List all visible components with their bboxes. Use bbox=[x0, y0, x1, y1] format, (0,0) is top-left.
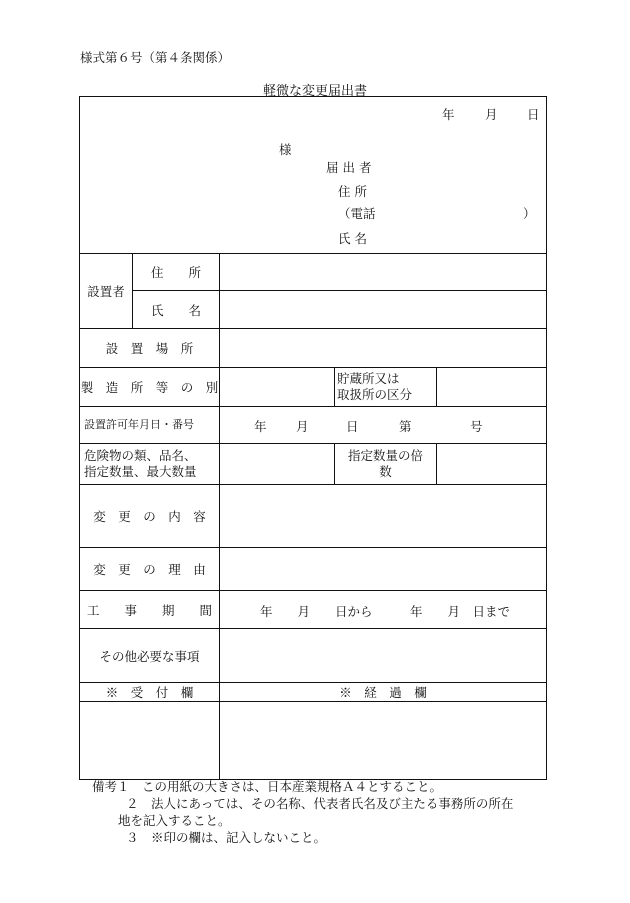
notifier-label: 届 出 者 bbox=[326, 160, 372, 175]
facility-class-label-line2: 取扱所の区分 bbox=[337, 387, 413, 402]
quantity-multiple-line1: 指定数量の倍 bbox=[347, 448, 423, 463]
permit-number-suffix: 号 bbox=[470, 419, 483, 434]
facility-type-label: 製 造 所 等 の 別 bbox=[80, 368, 220, 407]
change-content-field[interactable] bbox=[220, 485, 547, 548]
quantity-multiple-label bbox=[335, 444, 437, 485]
date-day: 日 bbox=[527, 107, 540, 122]
work-period-label: 工 事 期 間 bbox=[80, 591, 220, 629]
reception-header: ※ 受 付 欄 bbox=[80, 683, 220, 702]
permit-field[interactable] bbox=[220, 407, 547, 444]
facility-type-field[interactable] bbox=[220, 368, 335, 407]
permit-label: 設置許可年月日・番号 bbox=[80, 407, 220, 444]
other-matters-label: その他必要な事項 bbox=[80, 629, 220, 683]
form-number-label: 様式第６号（第４条関係） bbox=[80, 50, 231, 65]
remark-2: ２ 法人にあっては、その名称、代表者氏名及び主たる事務所の所在 bbox=[126, 796, 514, 811]
permit-month: 月 bbox=[296, 419, 309, 434]
phone-label: （電話 bbox=[338, 206, 376, 221]
notification-header bbox=[80, 97, 547, 254]
change-reason-field[interactable] bbox=[220, 548, 547, 591]
hazard-field[interactable] bbox=[220, 444, 335, 485]
quantity-multiple-line2: 数 bbox=[379, 464, 392, 479]
permit-number-prefix: 第 bbox=[399, 419, 412, 434]
hazard-label bbox=[80, 444, 220, 485]
change-content-label: 変 更 の 内 容 bbox=[80, 485, 220, 548]
reception-field bbox=[80, 702, 220, 780]
other-matters-field[interactable] bbox=[220, 629, 547, 683]
period-start: 年 月 日から bbox=[260, 603, 373, 619]
location-field[interactable] bbox=[220, 329, 547, 368]
remarks bbox=[92, 778, 513, 846]
remark-2-continued: 地を記入すること。 bbox=[118, 813, 231, 828]
date-month: 月 bbox=[485, 107, 498, 122]
permit-day: 日 bbox=[346, 419, 359, 434]
progress-header: ※ 経 過 欄 bbox=[220, 683, 547, 702]
document-title: 軽微な変更届出書 bbox=[262, 84, 367, 99]
facility-class-field[interactable] bbox=[437, 368, 547, 407]
period-end: 年 月 日まで bbox=[410, 603, 511, 619]
phone-close: ） bbox=[523, 206, 536, 221]
date-year: 年 bbox=[442, 107, 455, 122]
facility-class-label bbox=[335, 368, 437, 407]
remark-3: ３ ※印の欄は、記入しないこと。 bbox=[126, 830, 327, 845]
hazard-label-line2: 指定数量、最大数量 bbox=[84, 464, 197, 479]
facility-class-label-line1: 貯蔵所又は bbox=[337, 371, 400, 386]
installer-address-label: 住 所 bbox=[133, 254, 220, 291]
installer-address-field[interactable] bbox=[220, 254, 547, 291]
name-label: 氏 名 bbox=[338, 231, 367, 246]
addressee-suffix: 様 bbox=[279, 142, 292, 157]
installer-name-field[interactable] bbox=[220, 291, 547, 329]
quantity-multiple-field[interactable] bbox=[437, 444, 547, 485]
notification-form-table bbox=[79, 96, 547, 780]
remark-1: 備考１ この用紙の大きさは、日本産業規格Ａ４とすること。 bbox=[92, 779, 443, 794]
installer-label: 設置者 bbox=[80, 254, 133, 329]
installer-name-label: 氏 名 bbox=[133, 291, 220, 329]
address-label: 住 所 bbox=[338, 184, 367, 199]
change-reason-label: 変 更 の 理 由 bbox=[80, 548, 220, 591]
progress-field bbox=[220, 702, 547, 780]
work-period-field[interactable] bbox=[220, 591, 547, 629]
location-label: 設 置 場 所 bbox=[80, 329, 220, 368]
permit-year: 年 bbox=[254, 419, 267, 434]
hazard-label-line1: 危険物の類、品名、 bbox=[84, 448, 197, 463]
